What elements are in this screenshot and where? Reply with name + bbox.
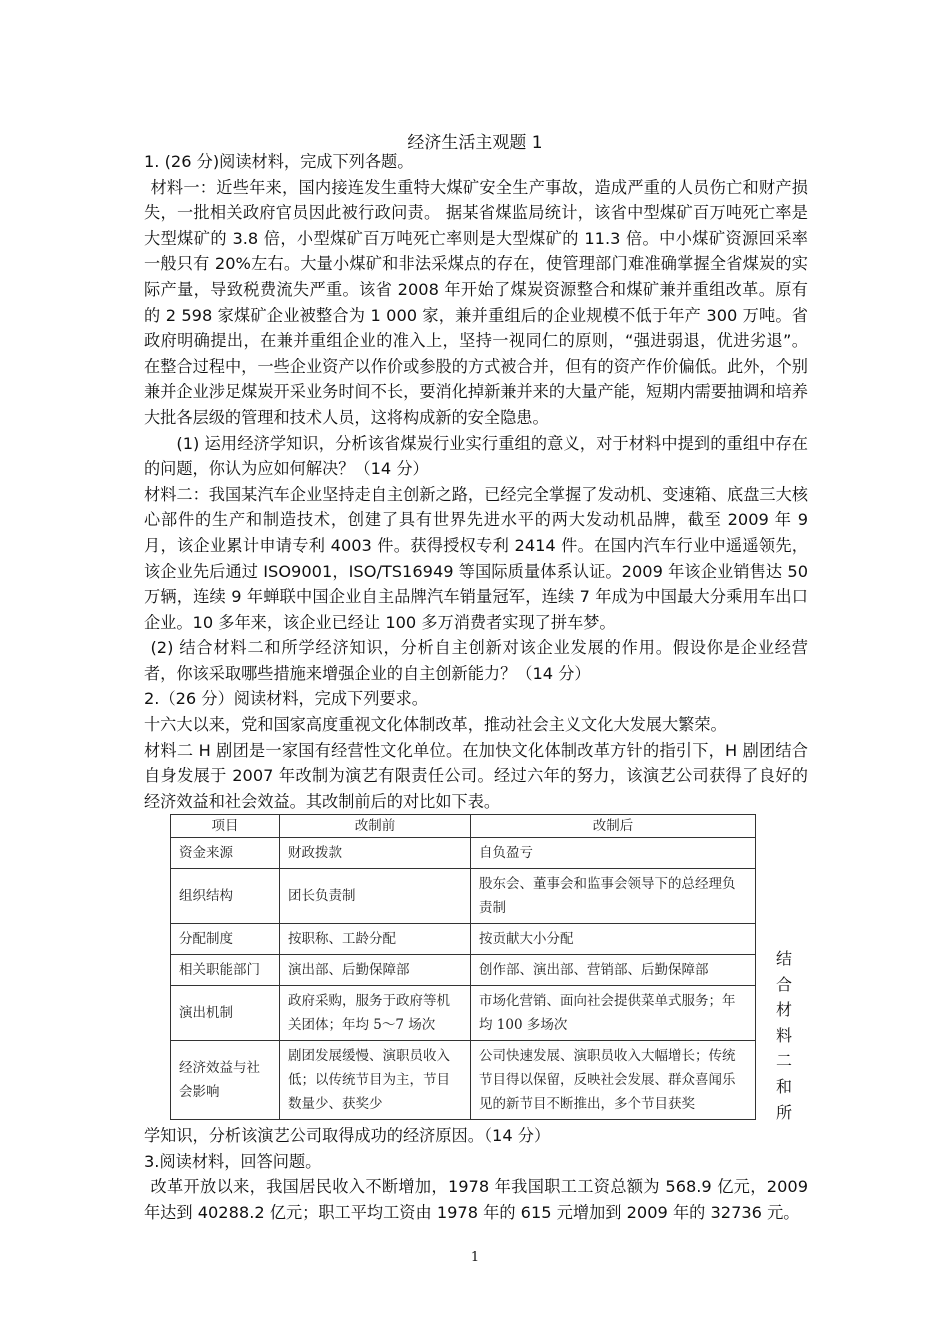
reform-comparison-table — [170, 814, 756, 1112]
question-1-1: (1) 运用经济学知识，分析该省煤炭行业实行重组的意义，对于材料中提到的重组中存在的问题，你认为应如何解决？（14 分） — [144, 433, 808, 479]
table-row — [171, 1041, 756, 1120]
question-1-header: 1. (26 分)阅读材料，完成下列各题。 — [144, 152, 414, 171]
table-header-cell: 改制后 — [471, 815, 756, 838]
table-cell-item: 分配制度 — [171, 924, 280, 955]
table-cell-after: 按贡献大小分配 — [471, 924, 756, 955]
question-3-text: 改革开放以来，我国居民收入不断增加，1978 年我国职工工资总额为 568.9 亿元，2009 年达到 40288.2 亿元；职工平均工资由 1978 年的 615 元增加到 2009 年的 32736 元。 — [144, 1177, 808, 1222]
lower-text-block — [144, 1123, 808, 1225]
question-3-header: 3.阅读材料，回答问题。 — [144, 1151, 322, 1171]
table-cell-item: 经济效益与社会影响 — [171, 1041, 280, 1120]
side-char: 料 — [775, 1025, 792, 1045]
side-char: 合 — [775, 974, 792, 994]
question-2-material-2: 材料二 H 剧团是一家国有经营性文化单位。在加快文化体制改革方针的指引下，H 剧团结合自身发展于 2007 年改制为演艺有限责任公司。经过六年的努力，该演艺公司获得了良好的经济效益和社会效益。其改制前后的对比如下表。 — [144, 740, 808, 811]
table-row — [171, 955, 756, 986]
table-cell-after: 自负盈亏 — [471, 838, 756, 869]
table-cell-before: 财政拨款 — [280, 838, 471, 869]
table-cell-item: 资金来源 — [171, 838, 280, 869]
side-char: 所 — [775, 1102, 792, 1122]
table-row — [171, 838, 756, 869]
table-cell-item: 组织结构 — [171, 869, 280, 924]
table-cell-after: 市场化营销、面向社会提供菜单式服务；年均 100 多场次 — [471, 986, 756, 1041]
table-header-row — [171, 815, 756, 838]
table-cell-item: 演出机制 — [171, 986, 280, 1041]
table-cell-before: 政府采购，服务于政府等机关团体；年均 5～7 场次 — [280, 986, 471, 1041]
side-char: 二 — [775, 1051, 792, 1071]
table-header-cell: 改制前 — [280, 815, 471, 838]
side-char: 材 — [775, 1000, 792, 1020]
side-char: 结 — [775, 949, 792, 968]
main-text-block — [144, 149, 808, 814]
table-cell-after: 公司快速发展、演职员收入大幅增长；传统节目得以保留，反映社会发展、群众喜闻乐见的新节目不断推出，多个节目获奖 — [471, 1041, 756, 1120]
side-char: 和 — [775, 1076, 792, 1096]
table-cell-item: 相关职能部门 — [171, 955, 280, 986]
table-cell-after: 股东会、董事会和监事会领导下的总经理负责制 — [471, 869, 756, 924]
page-number: 1 — [470, 1250, 480, 1265]
table-header-cell: 项目 — [171, 815, 280, 838]
material-2: 材料二：我国某汽车企业坚持走自主创新之路，已经完全掌握了发动机、变速箱、底盘三大核心部件的生产和制造技术，创建了具有世界先进水平的两大发动机品牌，截至 2009 年 9 月，该企业累计申请专利 4003 件。获得授权专利 2414 件。在国内汽车行业中遥遥领先，该企业先后通过 ISO9001，ISO/TS16949 等国际质量体系认证。2009 年该企业销售达 50 万辆，连续 9 年蝉联中国企业自主品牌汽车销量冠军，连续 7 年成为中国最大分乘用车出口企业。10 多年来，该企业已经让 100 多万消费者实现了拼车梦。 — [144, 484, 808, 632]
material-1: 材料一：近些年来，国内接连发生重特大煤矿安全生产事故，造成严重的人员伤亡和财产损失，一批相关政府官员因此被行政问责。 据某省煤监局统计，该省中型煤矿百万吨死亡率是大型煤矿的 3.8 倍，小型煤矿百万吨死亡率则是大型煤矿的 11.3 倍。中小煤矿资源回采率一般只有 20%左右。大量小煤矿和非法采煤点的存在，使管理部门难准确掌握全省煤炭的实际产量，导致税费流失严重。该省 2008 年开始了煤炭资源整合和煤矿兼并重组改革。原有的 2 598 家煤矿企业被整合为 1 000 家，兼并重组后的企业规模不低于年产 300 万吨。省政府明确提出，在兼并重组企业的准入上，坚持一视同仁的原则，“强进弱退，优进劣退”。在整合过程中，一些企业资产以作价或参股的方式被合并，但有的资产作价偏低。此外，个别兼并企业涉足煤炭开采业务时间不长，要消化掉新兼并来的大量产能，短期内需要抽调和培养大批各层级的管理和技术人员，这将构成新的安全隐患。 — [144, 177, 808, 427]
question-1-2: (2) 结合材料二和所学经济知识，分析自主创新对该企业发展的作用。假设你是企业经营者，你该采取哪些措施来增强企业的自主创新能力？（14 分） — [144, 638, 808, 683]
table-cell-before: 按职称、工龄分配 — [280, 924, 471, 955]
table-row — [171, 924, 756, 955]
document-title: 经济生活主观题 1 — [407, 133, 543, 153]
table-row — [171, 869, 756, 924]
table-cell-after: 创作部、演出部、营销部、后勤保障部 — [471, 955, 756, 986]
side-vertical-text — [774, 946, 794, 1125]
table-cell-before: 演出部、后勤保障部 — [280, 955, 471, 986]
table-cell-before: 剧团发展缓慢、演职员收入低；以传统节目为主，节目数量少、获奖少 — [280, 1041, 471, 1120]
table-row — [171, 986, 756, 1041]
table-cell-before: 团长负责制 — [280, 869, 471, 924]
question-2-tail: 学知识，分析该演艺公司取得成功的经济原因。（14 分） — [144, 1126, 551, 1145]
question-2-intro: 十六大以来，党和国家高度重视文化体制改革，推动社会主义文化大发展大繁荣。 — [144, 715, 727, 735]
question-2-header: 2.（26 分）阅读材料，完成下列要求。 — [144, 689, 428, 709]
